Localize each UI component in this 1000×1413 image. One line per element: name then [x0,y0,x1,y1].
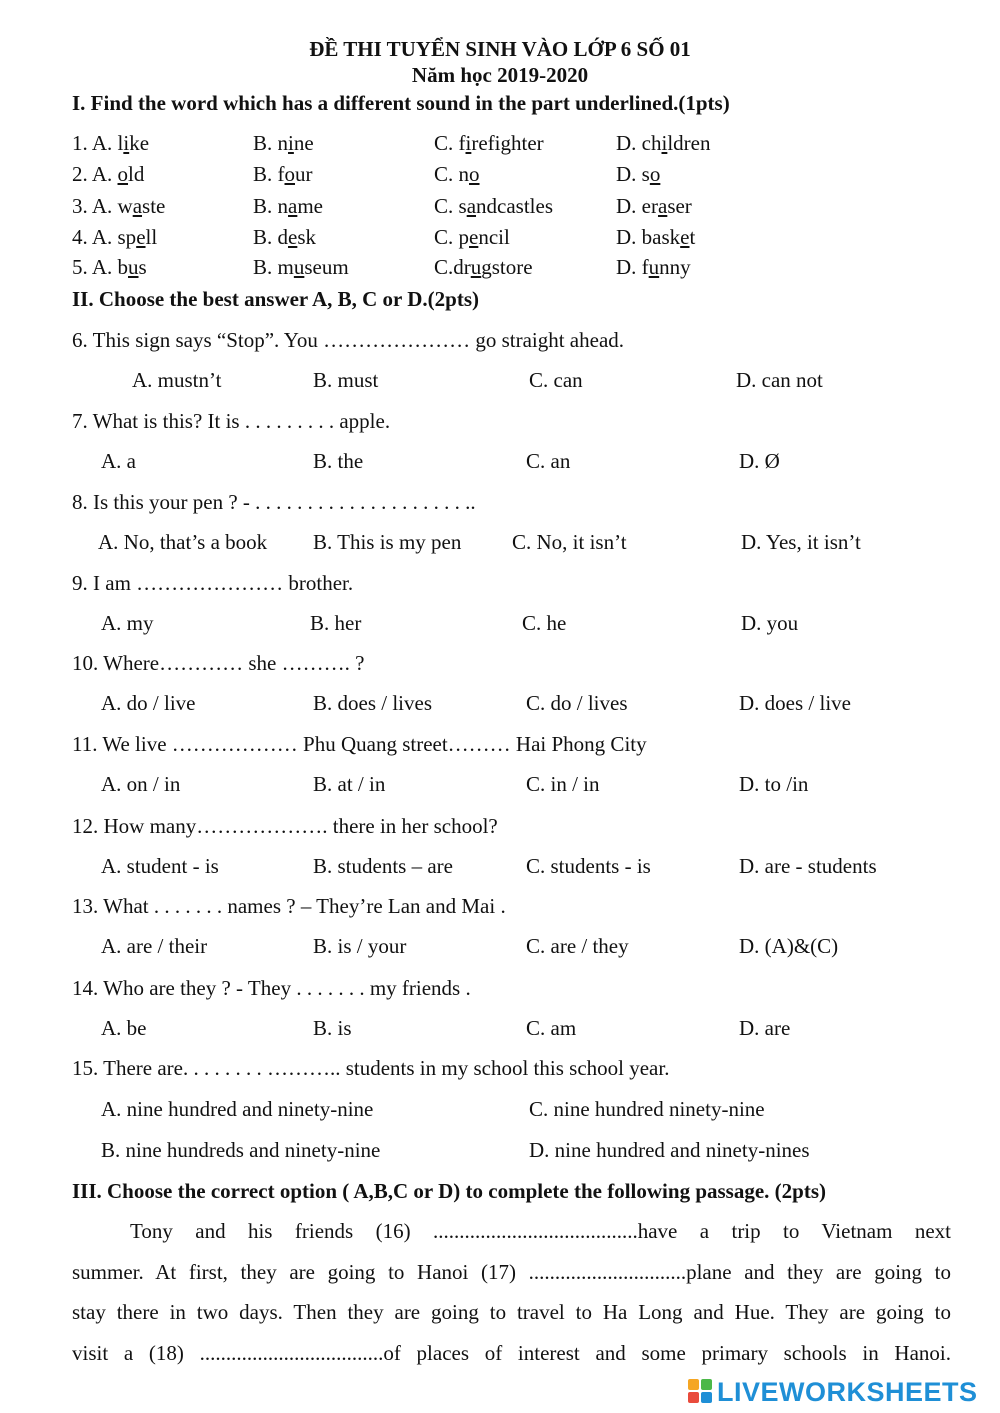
option-a[interactable]: A. are / their [101,934,208,958]
underlined-letter: e [136,225,146,249]
option-a[interactable]: A. my [101,611,154,635]
option-b[interactable]: B. four [253,162,313,186]
option-a[interactable]: A. on / in [101,772,181,796]
underlined-letter: o [649,162,661,186]
liveworksheets-logo-icon [688,1379,714,1405]
question-text: 7. What is this? It is . . . . . . . . . apple. [72,409,391,433]
option-d[interactable]: D. Ø [739,449,780,473]
sound-question-row [0,255,1000,283]
option-b[interactable]: B. students – are [313,854,453,878]
underlined-letter: a [657,194,668,218]
question-options-row [0,449,1000,477]
option-a[interactable]: 3. A. waste [72,194,166,218]
exam-title: ĐỀ THI TUYỂN SINH VÀO LỚP 6 SỐ 01 [309,37,691,61]
option-a[interactable]: 4. A. spell [72,225,158,249]
option-d[interactable]: D. basket [616,225,696,249]
option-b[interactable]: B. nine hundreds and ninety-nine [101,1138,381,1162]
question-15-options-row-2 [0,1138,1000,1166]
underlined-letter: i [123,131,130,155]
question-options-row [0,934,1000,962]
question-options-row [0,691,1000,719]
underlined-letter: i [288,131,294,155]
option-b[interactable]: B. the [313,449,364,473]
option-c[interactable]: C. are / they [526,934,629,958]
sound-question-row [0,225,1000,253]
option-b[interactable]: B. must [313,368,379,392]
underlined-letter: u [470,255,482,279]
option-d[interactable]: D. can not [736,368,823,392]
question-options-row [0,530,1000,558]
passage-line: stay there in two days. Then they are going to travel to Ha Long and Hue. They are going to [72,1300,951,1324]
option-b[interactable]: B. museum [253,255,349,279]
underlined-letter: u [293,255,305,279]
option-a[interactable]: A. a [101,449,136,473]
sound-question-row [0,131,1000,159]
section-2-heading: II. Choose the best answer A, B, C or D.(2pts) [72,287,479,311]
liveworksheets-logo [688,1377,978,1407]
passage-line: visit a (18) ...................................of places of interest and some primary schools in Hanoi. [72,1340,951,1365]
question-15-options-row-1 [0,1097,1000,1125]
underlined-letter: o [469,162,480,186]
option-c[interactable]: C. in / in [526,772,600,796]
passage-line: Tony and his friends (16) .......................................have a trip to Vietnam next [130,1219,951,1243]
option-b[interactable]: B. does / lives [313,691,432,715]
option-a[interactable]: 5. A. bus [72,255,147,279]
underlined-letter: i [661,131,668,155]
option-a[interactable]: A. do / live [101,691,196,715]
option-c[interactable]: C. do / lives [526,691,628,715]
option-b[interactable]: B. is [313,1016,352,1040]
option-a[interactable]: A. mustn’t [132,368,222,392]
option-d[interactable]: D. (A)&(C) [739,934,839,958]
option-c[interactable]: C. students - is [526,854,651,878]
option-a[interactable]: A. be [101,1016,147,1040]
underlined-letter: o [117,162,129,186]
underlined-letter: a [132,194,143,218]
sound-question-row [0,194,1000,222]
question-options-row [0,1016,1000,1044]
section-1-heading: I. Find the word which has a different sound in the part underlined.(1pts) [72,91,730,115]
question-options-row [0,854,1000,882]
option-c[interactable]: C. sandcastles [434,194,553,218]
question-options-row [0,368,1000,396]
question-text: 14. Who are they ? - They . . . . . . . my friends . [72,976,471,1000]
option-c[interactable]: C. nine hundred ninety-nine [529,1097,765,1121]
underlined-letter: u [648,255,660,279]
option-c[interactable]: C. No, it isn’t [512,530,627,554]
option-b[interactable]: B. name [253,194,323,218]
option-d[interactable]: D. so [616,162,661,186]
option-a[interactable]: 1. A. like [72,131,150,155]
question-options-row [0,611,1000,639]
underlined-letter: i [465,131,472,155]
option-d[interactable]: D. children [616,131,711,155]
question-text: 13. What . . . . . . . names ? – They’re Lan and Mai . [72,894,506,918]
option-c[interactable]: C. pencil [434,225,510,249]
option-a[interactable]: 2. A. old [72,162,145,186]
question-text: 9. I am ………………… brother. [72,571,354,595]
question-15-text: 15. There are. . . . . . . . ……….. students in my school this school year. [72,1056,670,1080]
option-d[interactable]: D. nine hundred and ninety-nines [529,1138,810,1162]
option-b[interactable]: B. desk [253,225,317,249]
option-d[interactable]: D. to /in [739,772,809,796]
question-text: 8. Is this your pen ? - . . . . . . . . . . . . . . . . . . . . .. [72,490,476,514]
question-text: 11. We live ……………… Phu Quang street……… Hai Phong City [72,732,647,756]
underlined-letter: u [128,255,139,279]
school-year: Năm học 2019-2020 [411,63,589,87]
option-c[interactable]: C.drugstore [434,255,533,279]
underlined-letter: e [469,225,479,249]
question-text: 12. How many………………. there in her school? [72,814,498,838]
underlined-letter: a [288,194,298,218]
option-b[interactable]: B. is / your [313,934,407,958]
underlined-letter: e [288,225,298,249]
option-c[interactable]: C. an [526,449,571,473]
option-a[interactable]: A. student - is [101,854,219,878]
option-b[interactable]: B. her [310,611,362,635]
option-d[interactable]: D. Yes, it isn’t [741,530,861,554]
option-d[interactable]: D. eraser [616,194,692,218]
section-3-heading: III. Choose the correct option ( A,B,C or D) to complete the following passage. (2pts) [72,1179,826,1203]
sound-question-row [0,162,1000,190]
option-c[interactable]: C. firefighter [434,131,544,155]
option-b[interactable]: B. nine [253,131,314,155]
option-c[interactable]: C. can [529,368,583,392]
liveworksheets-wordmark: LIVEWORKSHEETS [717,1376,978,1407]
passage [72,1211,951,1373]
option-d[interactable]: D. funny [616,255,691,279]
underlined-letter: a [466,194,477,218]
option-a[interactable]: A. No, that’s a book [98,530,268,554]
option-d[interactable]: D. are [739,1016,791,1040]
option-c[interactable]: C. he [522,611,567,635]
option-b[interactable]: B. at / in [313,772,386,796]
underlined-letter: o [284,162,295,186]
option-b[interactable]: B. This is my pen [313,530,462,554]
underlined-letter: e [680,225,690,249]
question-text: 6. This sign says “Stop”. You ………………… go straight ahead. [72,328,625,352]
option-d[interactable]: D. are - students [739,854,877,878]
question-options-row [0,772,1000,800]
option-c[interactable]: C. no [434,162,480,186]
option-a[interactable]: A. nine hundred and ninety-nine [101,1097,374,1121]
option-c[interactable]: C. am [526,1016,577,1040]
option-d[interactable]: D. does / live [739,691,851,715]
passage-line: summer. At first, they are going to Hanoi (17) ..............................plane and they are going to [72,1259,951,1284]
question-text: 10. Where………… she ………. ? [72,651,365,675]
option-d[interactable]: D. you [741,611,799,635]
